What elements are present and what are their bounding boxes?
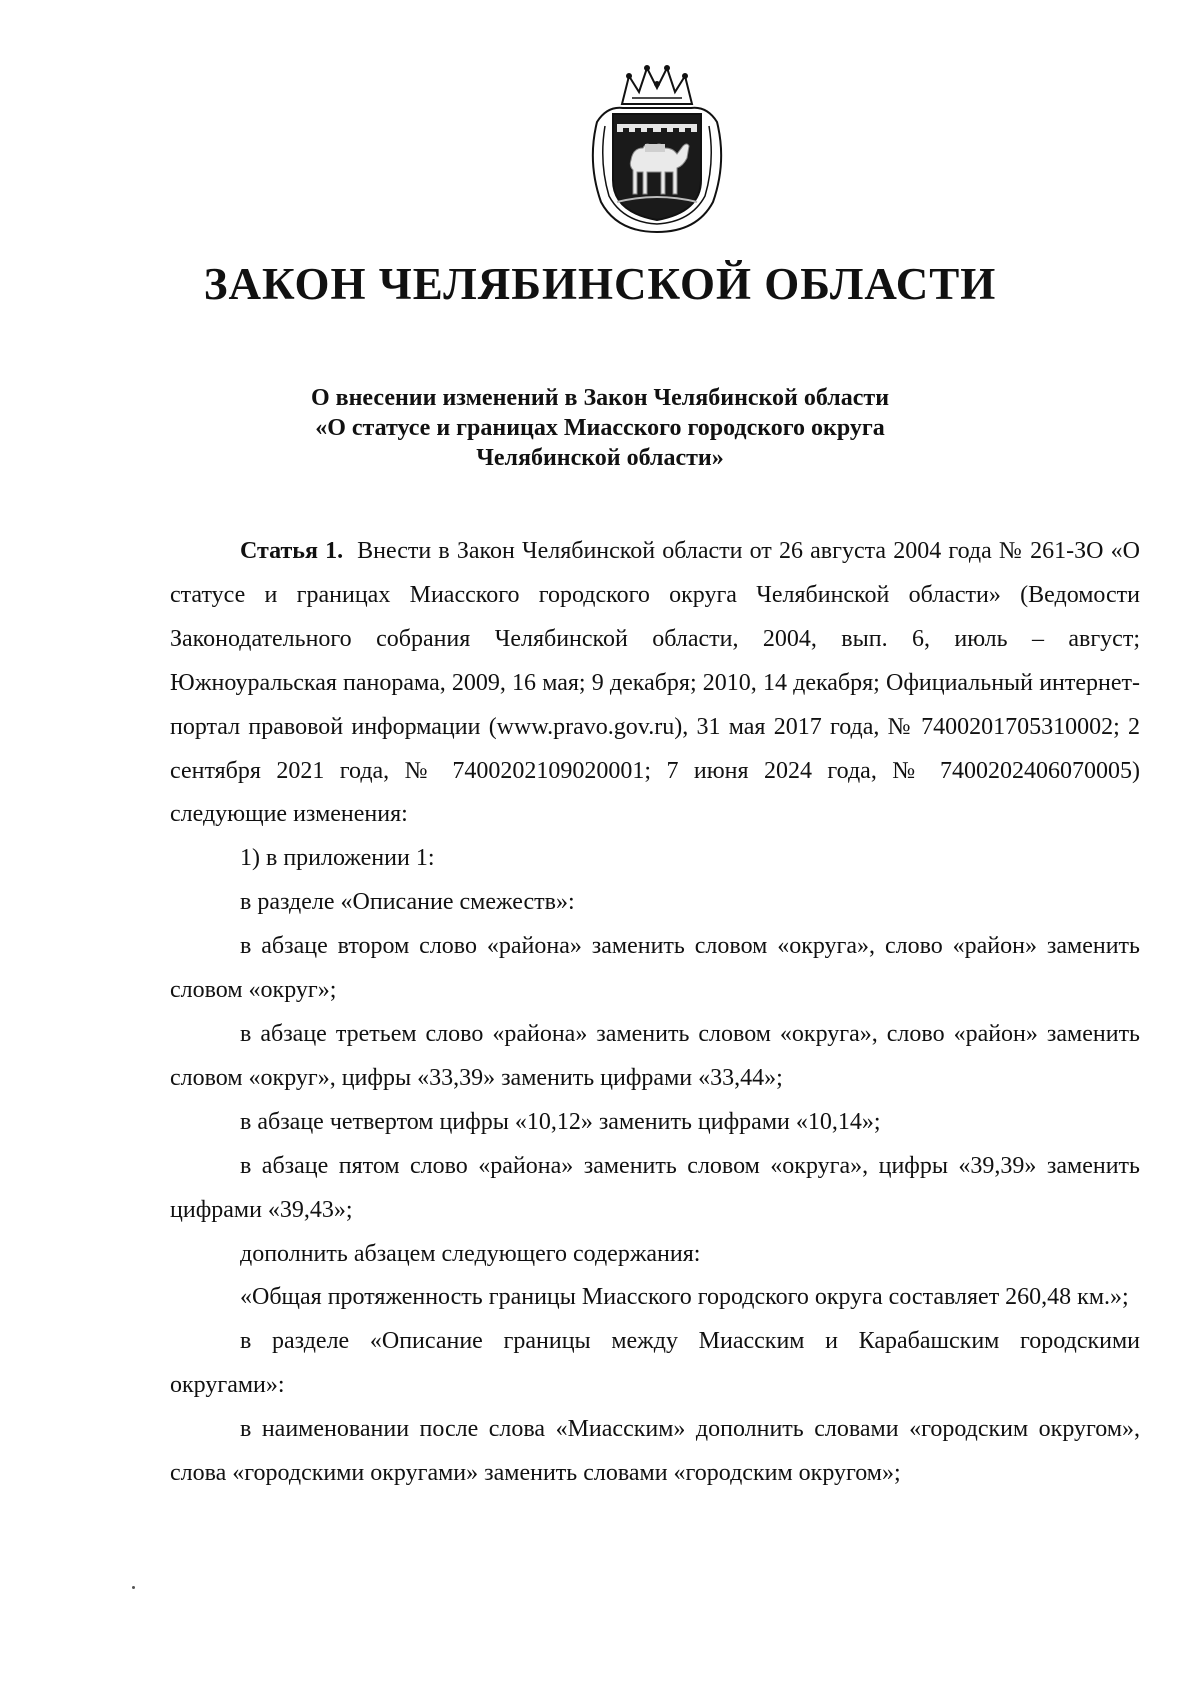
law-paragraph: в абзаце третьем слово «района» заменить словом «округа», слово «район» заменить словом «округ», цифры «33,39» заменить цифрами «33,44»; xyxy=(170,1020,1140,1091)
article-intro-text: Внести в Закон Челябинской области от 26 августа 2004 года № 261-ЗО «О статусе и границах Миасского городского округа Челябинской области» (Ведомости Законодательного собрания Челябинской области, 2004, вып. 6, июль – август; Южноуральская панорама, 2009, 16 мая; 9 декабря; 2010, 14 декабря; Официальный интернет-портал правовой информации (www.pravo.gov.ru), 31 мая 2017 года, № 7400201705310002; 2 сентября 2021 года, № 7400202109020001; 7 июня 2024 года, № 7400202406070005) следующие изменения: xyxy=(170,538,1140,828)
law-paragraph: в абзаце четвертом цифры «10,12» заменить цифрами «10,14»; xyxy=(240,1108,881,1135)
article-label: Статья 1. xyxy=(240,538,344,564)
law-title: ЗАКОН ЧЕЛЯБИНСКОЙ ОБЛАСТИ xyxy=(203,259,997,309)
subtitle-line: Челябинской области» xyxy=(476,445,724,471)
chelyabinsk-coat-of-arms-icon xyxy=(587,62,727,234)
scan-speck xyxy=(132,1586,135,1589)
subtitle-line: О внесении изменений в Закон Челябинской области xyxy=(310,385,890,411)
law-paragraph: в наименовании после слова «Миасским» дополнить словами «городским округом», слова «городскими округами» заменить словами «городским округом»; xyxy=(170,1416,1140,1487)
law-paragraph: 1) в приложении 1: xyxy=(240,845,435,872)
law-paragraph: в абзаце втором слово «района» заменить словом «округа», слово «район» заменить словом «округ»; xyxy=(170,933,1140,1004)
article-intro-paragraph xyxy=(170,530,1140,837)
law-paragraph: в абзаце пятом слово «района» заменить словом «округа», цифры «39,39» заменить цифрами «39,43»; xyxy=(170,1152,1140,1223)
law-paragraph: «Общая протяженность границы Миасского городского округа составляет 260,48 км.»; xyxy=(240,1284,1129,1311)
law-paragraph: в разделе «Описание смежеств»: xyxy=(240,889,575,916)
law-paragraph: в разделе «Описание границы между Миасским и Карабашским городскими округами»: xyxy=(170,1328,1140,1399)
law-body xyxy=(170,530,1140,1496)
law-subtitle xyxy=(0,383,1200,473)
law-paragraph: дополнить абзацем следующего содержания: xyxy=(240,1240,701,1267)
subtitle-line: «О статусе и границах Миасского городского округа xyxy=(315,415,885,441)
